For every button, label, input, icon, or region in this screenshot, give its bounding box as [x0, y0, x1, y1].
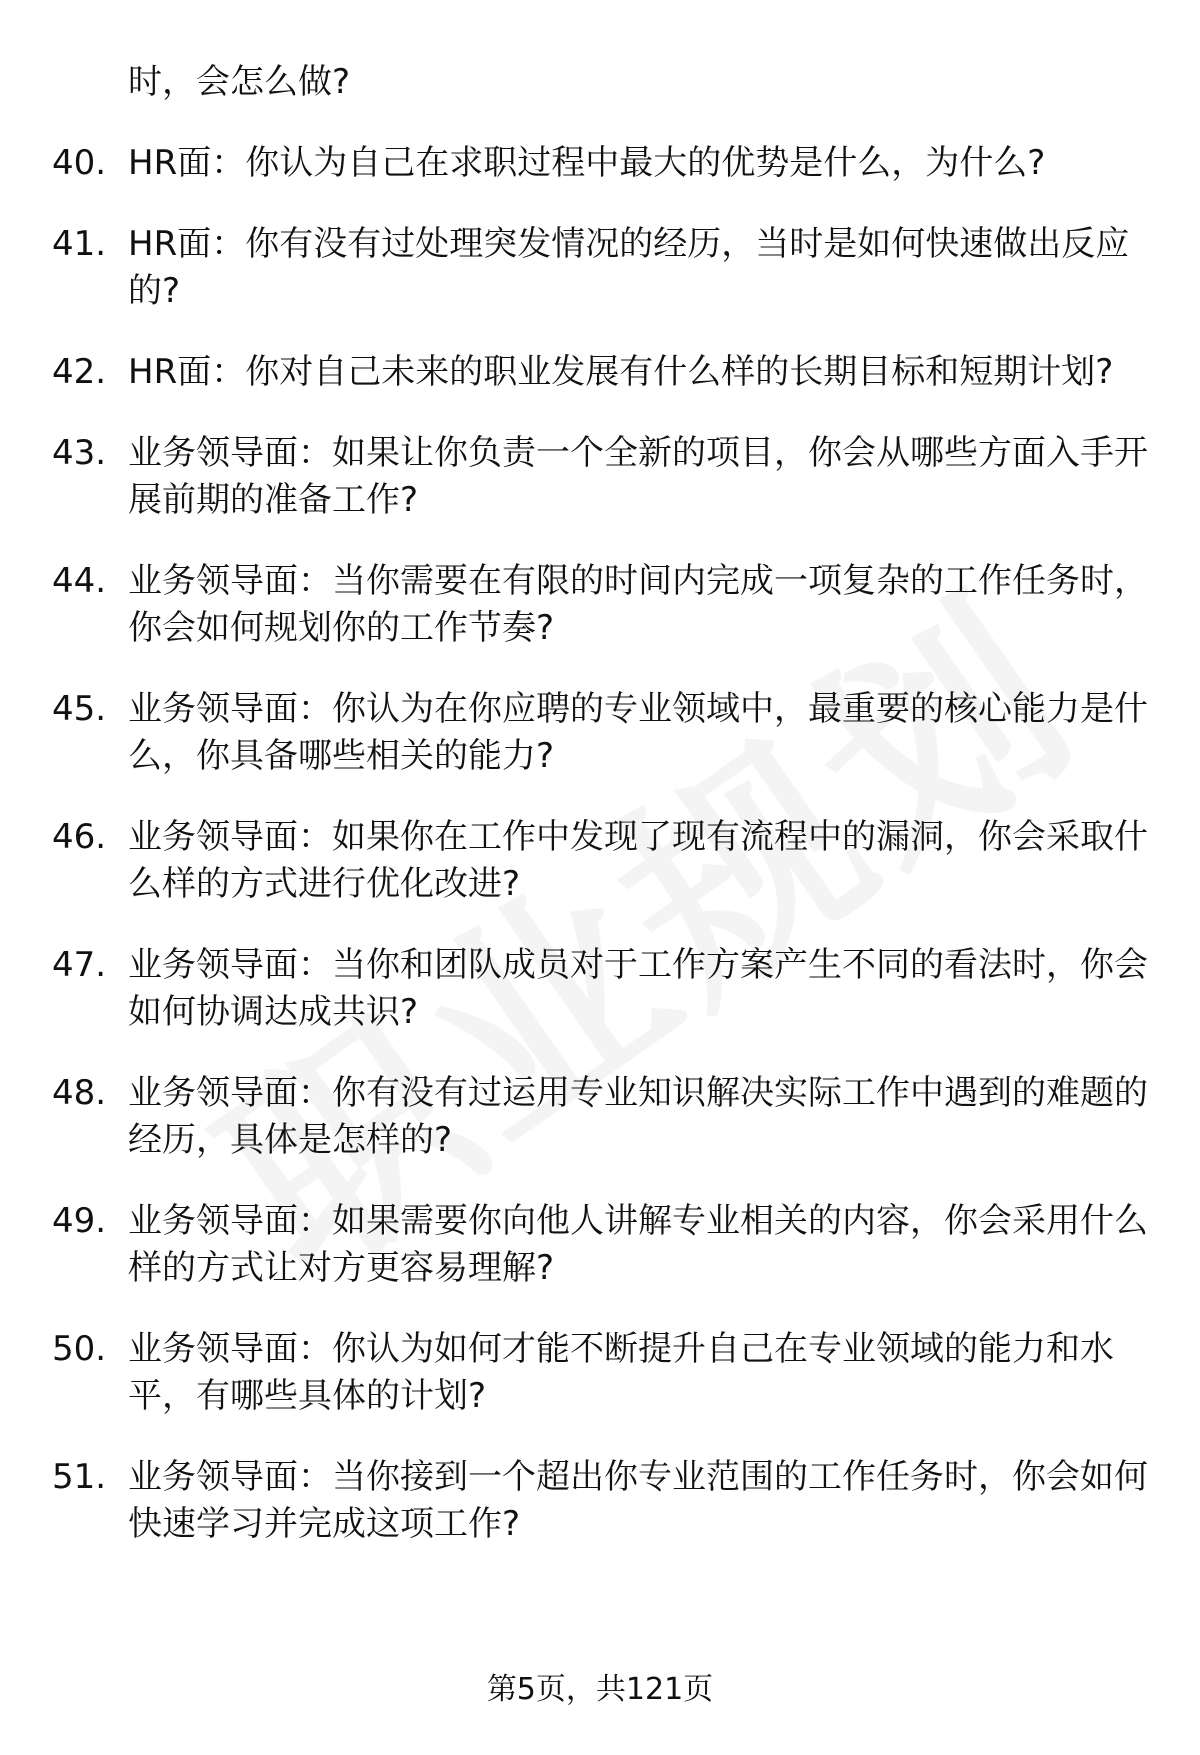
- question-number: 41.: [52, 224, 107, 264]
- question-number: 42.: [52, 352, 107, 392]
- question-text: 业务领导面：你有没有过运用专业知识解决实际工作中遇到的难题的经历，具体是怎样的?: [128, 1073, 1148, 1160]
- question-number: 46.: [52, 817, 107, 857]
- question-text: 业务领导面：当你和团队成员对于工作方案产生不同的看法时，你会如何协调达成共识?: [128, 945, 1148, 1032]
- question-number: 50.: [52, 1329, 107, 1369]
- question-number: 49.: [52, 1201, 107, 1241]
- continued-question-text: 时，会怎么做?: [128, 62, 351, 102]
- question-text: 业务领导面：如果让你负责一个全新的项目，你会从哪些方面入手开展前期的准备工作?: [128, 433, 1148, 520]
- question-text: HR面：你有没有过处理突发情况的经历，当时是如何快速做出反应的?: [128, 224, 1130, 311]
- question-number: 43.: [52, 433, 107, 473]
- list-item: [0, 942, 1200, 1036]
- question-number: 48.: [52, 1073, 107, 1113]
- question-number: 45.: [52, 689, 107, 729]
- question-text: 业务领导面：如果需要你向他人讲解专业相关的内容，你会采用什么样的方式让对方更容易理解?: [128, 1201, 1148, 1288]
- list-item: [0, 558, 1200, 652]
- list-item: [0, 686, 1200, 780]
- list-item: [0, 140, 1200, 187]
- question-number: 44.: [52, 561, 107, 601]
- list-item: [0, 430, 1200, 524]
- question-number: 51.: [52, 1457, 107, 1497]
- page-number-footer: 第5页，共121页: [486, 1672, 714, 1707]
- list-item: [0, 1070, 1200, 1164]
- question-text: HR面：你对自己未来的职业发展有什么样的长期目标和短期计划?: [128, 352, 1114, 392]
- list-item: [0, 814, 1200, 908]
- question-text: 业务领导面：你认为在你应聘的专业领域中，最重要的核心能力是什么，你具备哪些相关的能力?: [128, 689, 1148, 776]
- question-text: 业务领导面：如果你在工作中发现了现有流程中的漏洞，你会采取什么样的方式进行优化改进?: [128, 817, 1148, 904]
- question-text: 业务领导面：当你需要在有限的时间内完成一项复杂的工作任务时，你会如何规划你的工作节奏?: [128, 561, 1148, 648]
- list-item: [0, 1454, 1200, 1548]
- list-item: [0, 221, 1200, 315]
- question-number: 40.: [52, 143, 107, 183]
- list-item: [0, 1326, 1200, 1420]
- list-item: [0, 1198, 1200, 1292]
- question-text: 业务领导面：你认为如何才能不断提升自己在专业领域的能力和水平，有哪些具体的计划?: [128, 1329, 1114, 1416]
- question-text: HR面：你认为自己在求职过程中最大的优势是什么，为什么?: [128, 143, 1046, 183]
- question-list: [0, 140, 1200, 1582]
- question-text: 业务领导面：当你接到一个超出你专业范围的工作任务时，你会如何快速学习并完成这项工作?: [128, 1457, 1148, 1544]
- question-number: 47.: [52, 945, 107, 985]
- list-item: [0, 349, 1200, 396]
